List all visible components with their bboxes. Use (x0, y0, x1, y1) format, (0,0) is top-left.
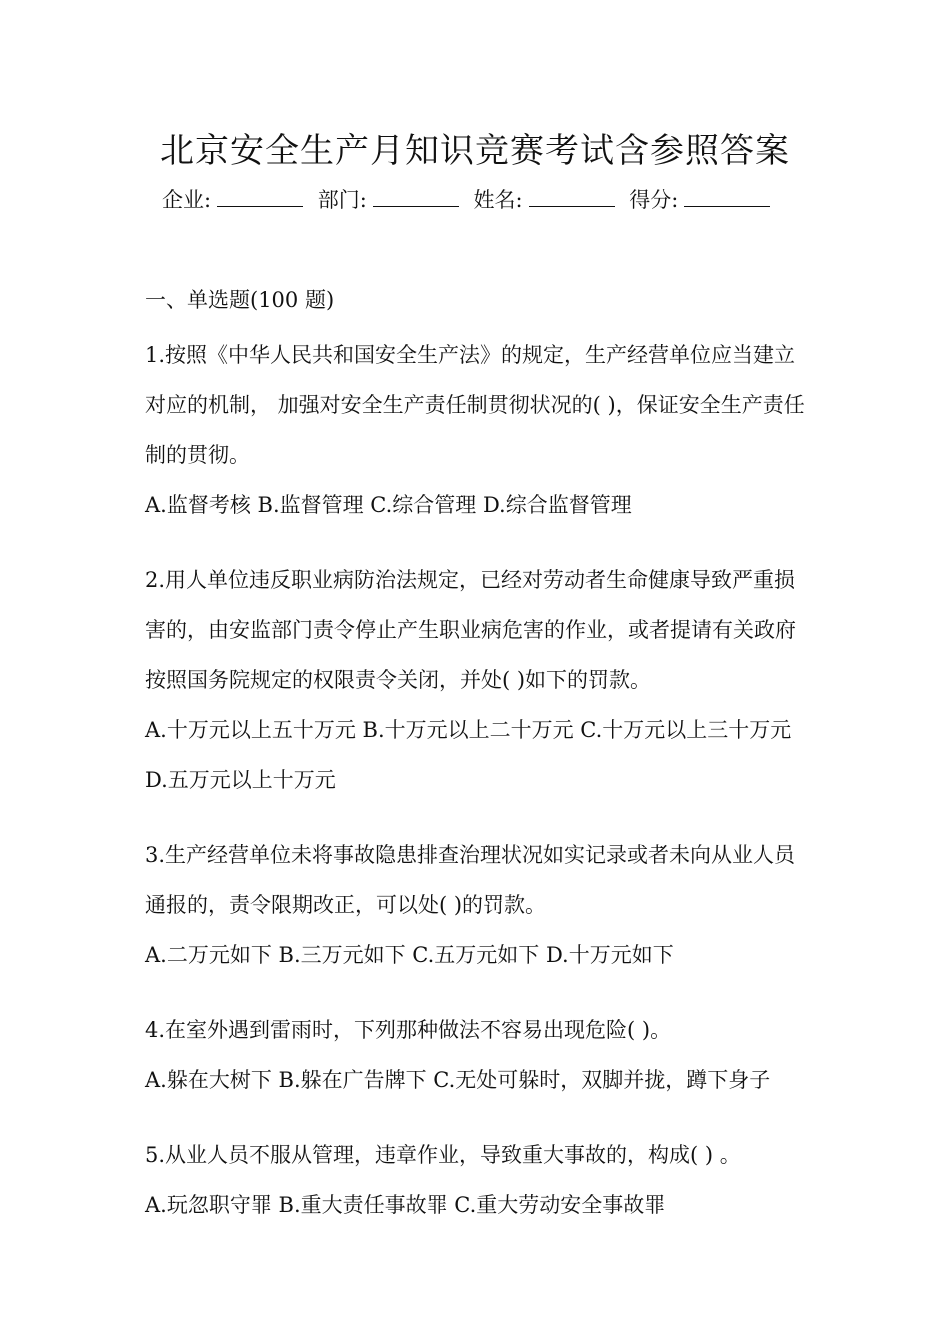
question-stem: 1.按照《中华人民共和国安全生产法》的规定，生产经营单位应当建立对应的机制， 加强对安全生产责任制贯彻状况的( )，保证安全生产责任制的贯彻。 (145, 343, 805, 467)
question-list (145, 330, 810, 1255)
section-heading: 一、单选题(100 题) (145, 288, 335, 312)
question-stem: 5.从业人员不服从管理，违章作业，导致重大事故的，构成( ) 。 (145, 1143, 741, 1167)
name-label: 姓名: (473, 188, 523, 212)
question-4 (145, 1005, 810, 1105)
question-3 (145, 830, 810, 980)
question-stem: 2.用人单位违反职业病防治法规定，已经对劳动者生命健康导致严重损害的，由安监部门责令停止产生职业病危害的作业，或者提请有关政府按照国务院规定的权限责令关闭，并处( )如下的罚款。 (145, 568, 796, 692)
name-blank (529, 184, 615, 207)
score-label: 得分: (629, 188, 679, 212)
question-1 (145, 330, 810, 530)
document-title: 北京安全生产月知识竞赛考试含参照答案 (160, 131, 790, 171)
question-stem: 4.在室外遇到雷雨时，下列那种做法不容易出现危险( )。 (145, 1018, 672, 1042)
question-2 (145, 555, 810, 805)
company-label: 企业: (162, 188, 212, 212)
dept-blank (373, 184, 459, 207)
question-options: A.二万元如下 B.三万元如下 C.五万元如下 D.十万元如下 (145, 943, 674, 967)
question-options: A.十万元以上五十万元 B.十万元以上二十万元 C.十万元以上三十万元 D.五万元以上十万元 (145, 718, 792, 792)
company-blank (217, 184, 303, 207)
info-row (162, 184, 778, 216)
question-5 (145, 1130, 810, 1230)
dept-label: 部门: (317, 188, 367, 212)
score-blank (684, 184, 770, 207)
question-options: A.躲在大树下 B.躲在广告牌下 C.无处可躲时，双脚并拢，蹲下身子 (145, 1068, 771, 1092)
question-stem: 3.生产经营单位未将事故隐患排查治理状况如实记录或者未向从业人员通报的，责令限期改正，可以处( )的罚款。 (145, 843, 796, 917)
question-options: A.玩忽职守罪 B.重大责任事故罪 C.重大劳动安全事故罪 (145, 1193, 666, 1217)
question-options: A.监督考核 B.监督管理 C.综合管理 D.综合监督管理 (145, 493, 632, 517)
